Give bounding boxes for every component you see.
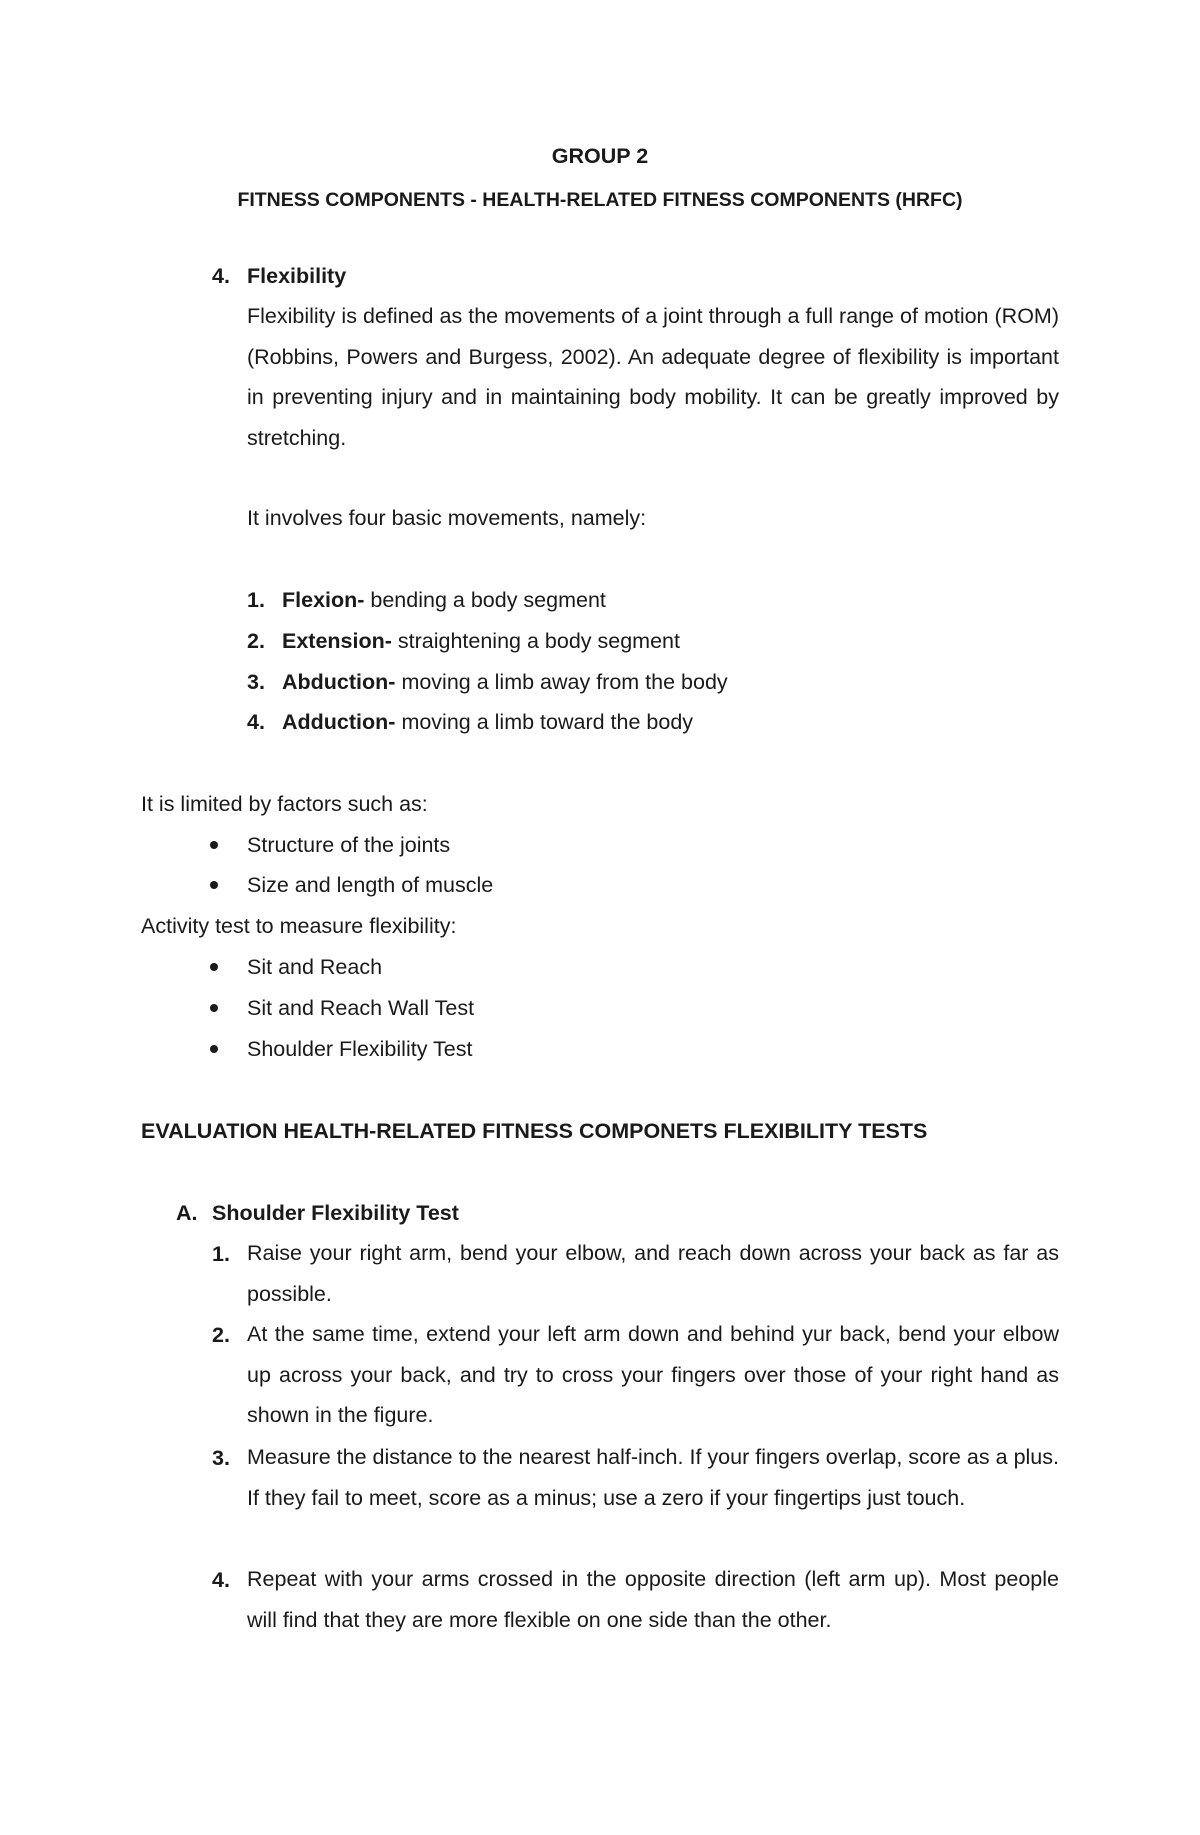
limit-item: Structure of the joints: [247, 833, 451, 857]
step-text: At the same time, extend your left arm down and behind yur back, bend your elbow up across your back, and try to cross your fingers over those of your right hand as shown in the figure.: [247, 1322, 1059, 1428]
movement-desc: moving a limb toward the body: [401, 710, 694, 734]
flexibility-definition: Flexibility is defined as the movements of a joint through a full range of motion (ROM) (Robbins, Powers and Burgess, 2002). An adequate degree of flexibility is important in preventing injury and in maintaining body mobility. It can be greatly improved by stretching.: [247, 304, 1059, 450]
step-number: 3.: [212, 1446, 230, 1470]
movement-term: Extension-: [282, 629, 392, 653]
step-text: Measure the distance to the nearest half-inch. If your fingers overlap, score as a plus. If they fail to meet, score as a minus; use a zero if your fingertips just touch.: [247, 1445, 1059, 1510]
movement-term: Flexion-: [282, 588, 365, 612]
movement-number: 1.: [247, 588, 265, 612]
movement-item: [282, 712, 693, 734]
group-title: GROUP 2: [551, 144, 649, 168]
test-letter: A.: [176, 1201, 198, 1225]
test-item: Sit and Reach Wall Test: [247, 996, 475, 1020]
limits-intro: It is limited by factors such as:: [141, 792, 428, 816]
step-text: Repeat with your arms crossed in the opposite direction (left arm up). Most people will find that they are more flexible on one side than the other.: [247, 1567, 1059, 1632]
limit-item: Size and length of muscle: [247, 873, 494, 897]
movement-item: [282, 672, 728, 694]
test-title: Shoulder Flexibility Test: [212, 1201, 459, 1225]
movement-desc: bending a body segment: [364, 588, 606, 612]
movement-term: Adduction-: [282, 710, 396, 734]
movement-item: [282, 590, 606, 612]
section-number: 4.: [212, 264, 230, 288]
movement-term: Abduction-: [282, 670, 396, 694]
bullet-icon: [210, 1004, 218, 1012]
movement-number: 3.: [247, 670, 265, 694]
section-heading: Flexibility: [247, 264, 347, 288]
step-text: Raise your right arm, bend your elbow, and reach down across your back as far as possible.: [247, 1241, 1059, 1306]
movement-number: 2.: [247, 629, 265, 653]
movement-desc: straightening a body segment: [397, 629, 680, 653]
evaluation-heading: EVALUATION HEALTH-RELATED FITNESS COMPONETS FLEXIBILITY TESTS: [141, 1119, 928, 1143]
movement-item: [282, 631, 680, 653]
bullet-icon: [210, 1045, 218, 1053]
bullet-icon: [210, 963, 218, 971]
bullet-icon: [210, 881, 218, 889]
step-number: 4.: [212, 1568, 230, 1592]
tests-intro: Activity test to measure flexibility:: [141, 914, 457, 938]
test-item: Shoulder Flexibility Test: [247, 1037, 473, 1061]
movements-intro: It involves four basic movements, namely:: [247, 506, 647, 530]
document-subtitle: FITNESS COMPONENTS - HEALTH-RELATED FITNESS COMPONENTS (HRFC): [237, 189, 963, 211]
movement-number: 4.: [247, 710, 265, 734]
step-number: 2.: [212, 1323, 230, 1347]
test-item: Sit and Reach: [247, 955, 383, 979]
step-number: 1.: [212, 1242, 230, 1266]
movement-desc: moving a limb away from the body: [401, 670, 728, 694]
bullet-icon: [210, 841, 218, 849]
